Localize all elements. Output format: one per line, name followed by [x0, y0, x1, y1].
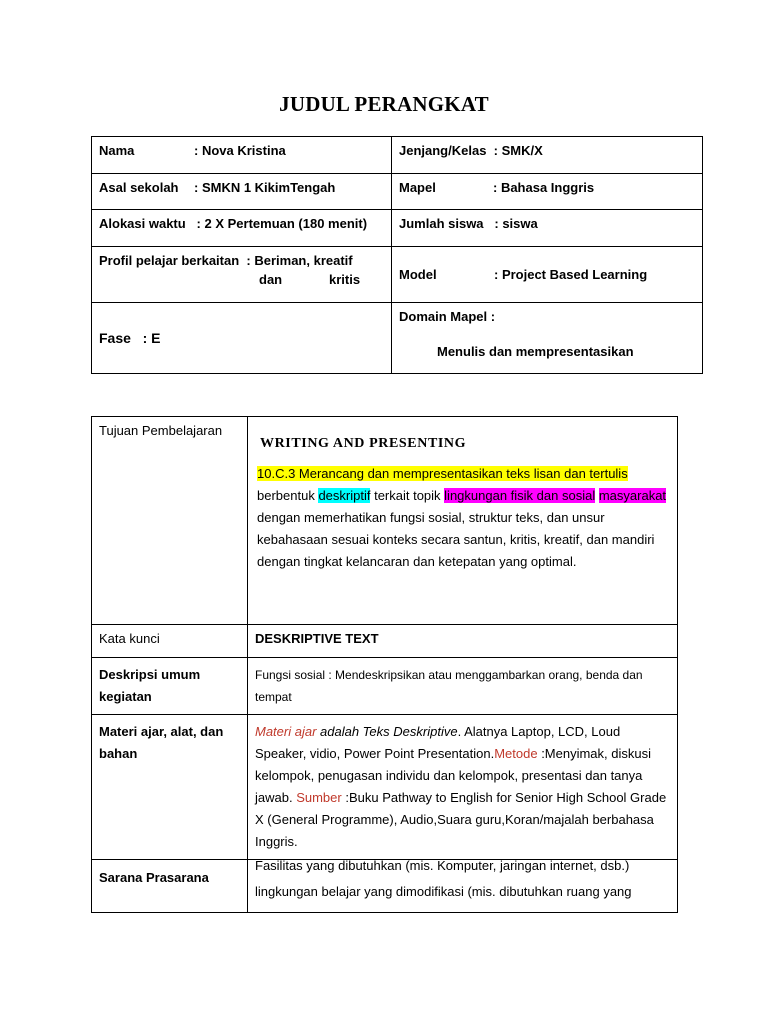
materi-content [248, 715, 678, 860]
jumlah-cell [392, 210, 703, 247]
domain-cell [392, 303, 703, 374]
nama-label: Nama [99, 143, 135, 158]
materi-text: :Buku Pathway to English for Senior High School Grade X (General Programme), Audio,Suara guru,Koran/majalah berbahasa Inggris. [255, 790, 667, 849]
nama-value: : Nova Kristina [194, 143, 286, 158]
jenjang-label: Jenjang/Kelas [399, 143, 487, 158]
masyarakat-highlight: masyarakat [598, 488, 667, 503]
profil-value-kritis: kritis [329, 272, 361, 287]
fase-label: Fase [99, 330, 131, 346]
tujuan-heading: WRITING AND PRESENTING [260, 436, 467, 451]
tujuan-text: dengan memerhatikan fungsi sosial, struktur teks, dan unsur kebahasaan sesuai konteks secara santun, kritis, kreatif, dan mandiri dengan tingkat kelancaran dan ketepatan yang optimal. [257, 510, 655, 569]
materi-text: :Menyimak, diskusi kelompok, penugasan individu dan kelompok, presentasi dan tanya jawab. [255, 746, 651, 805]
model-label: Model [399, 267, 437, 282]
profil-cell [92, 247, 392, 303]
deskripsi-value: Fungsi sosial : Mendeskripsikan atau menggambarkan orang, benda dan tempat [248, 658, 678, 715]
asal-label: Asal sekolah [99, 180, 179, 195]
tujuan-label: Tujuan Pembelajaran [92, 417, 248, 625]
materi-text: adalah Teks Deskriptive [316, 724, 458, 739]
nama-cell [92, 137, 392, 174]
mapel-cell [392, 174, 703, 210]
tujuan-text: terkait topik [370, 488, 445, 503]
alokasi-label: Alokasi waktu [99, 216, 186, 231]
jumlah-value: : siswa [494, 216, 538, 231]
jenjang-cell [392, 137, 703, 174]
kata-kunci-value: DESKRIPTIVE TEXT [248, 625, 678, 658]
learning-table [91, 416, 678, 913]
alokasi-value: : 2 X Pertemuan (180 menit) [196, 216, 368, 231]
alokasi-cell [92, 210, 392, 247]
sarana-content [248, 860, 678, 913]
materi-label: Materi ajar, alat, dan bahan [92, 715, 248, 860]
sumber-label: Sumber [296, 790, 342, 805]
fase-value: : E [142, 330, 161, 346]
jumlah-label: Jumlah siswa [399, 216, 484, 231]
sarana-line-2: lingkungan belajar yang dimodifikasi (mis. dibutuhkan ruang yang [255, 884, 632, 899]
materi-ajar-label: Materi ajar [255, 724, 317, 739]
domain-value: Menulis dan mempresentasikan [437, 344, 634, 359]
tujuan-code-highlight: 10.C.3 Merancang dan mempresentasikan teks lisan dan tertulis [257, 466, 628, 481]
fase-cell [92, 303, 392, 374]
deskriptif-highlight: deskriptif [318, 488, 371, 503]
asal-cell [92, 174, 392, 210]
asal-value: : SMKN 1 KikimTengah [194, 180, 336, 195]
identity-table [91, 136, 703, 374]
kata-kunci-label: Kata kunci [92, 625, 248, 658]
document-title: JUDUL PERANGKAT [279, 92, 489, 116]
deskripsi-label: Deskripsi umum kegiatan [92, 658, 248, 715]
model-cell [392, 247, 703, 303]
jenjang-value: : SMK/X [493, 143, 543, 158]
model-value: : Project Based Learning [494, 267, 648, 282]
tujuan-content [248, 417, 678, 625]
sarana-line-1: Fasilitas yang dibutuhkan (mis. Komputer, jaringan internet, dsb.) [255, 858, 630, 873]
profil-value-dan: dan [259, 272, 283, 287]
domain-label: Domain Mapel : [399, 309, 496, 324]
profil-label: Profil pelajar berkaitan [99, 253, 240, 268]
mapel-label: Mapel [399, 180, 436, 195]
topic-highlight: lingkungan fisik dan sosial [444, 488, 596, 503]
materi-text: . Alatnya Laptop, LCD, Loud Speaker, vidio, Power Point Presentation. [255, 724, 621, 761]
sarana-label: Sarana Prasarana [92, 860, 248, 913]
profil-value-1: : Beriman, kreatif [246, 253, 353, 268]
tujuan-text: berbentuk [257, 488, 319, 503]
metode-label: Metode [494, 746, 538, 761]
mapel-value: : Bahasa Inggris [493, 180, 595, 195]
